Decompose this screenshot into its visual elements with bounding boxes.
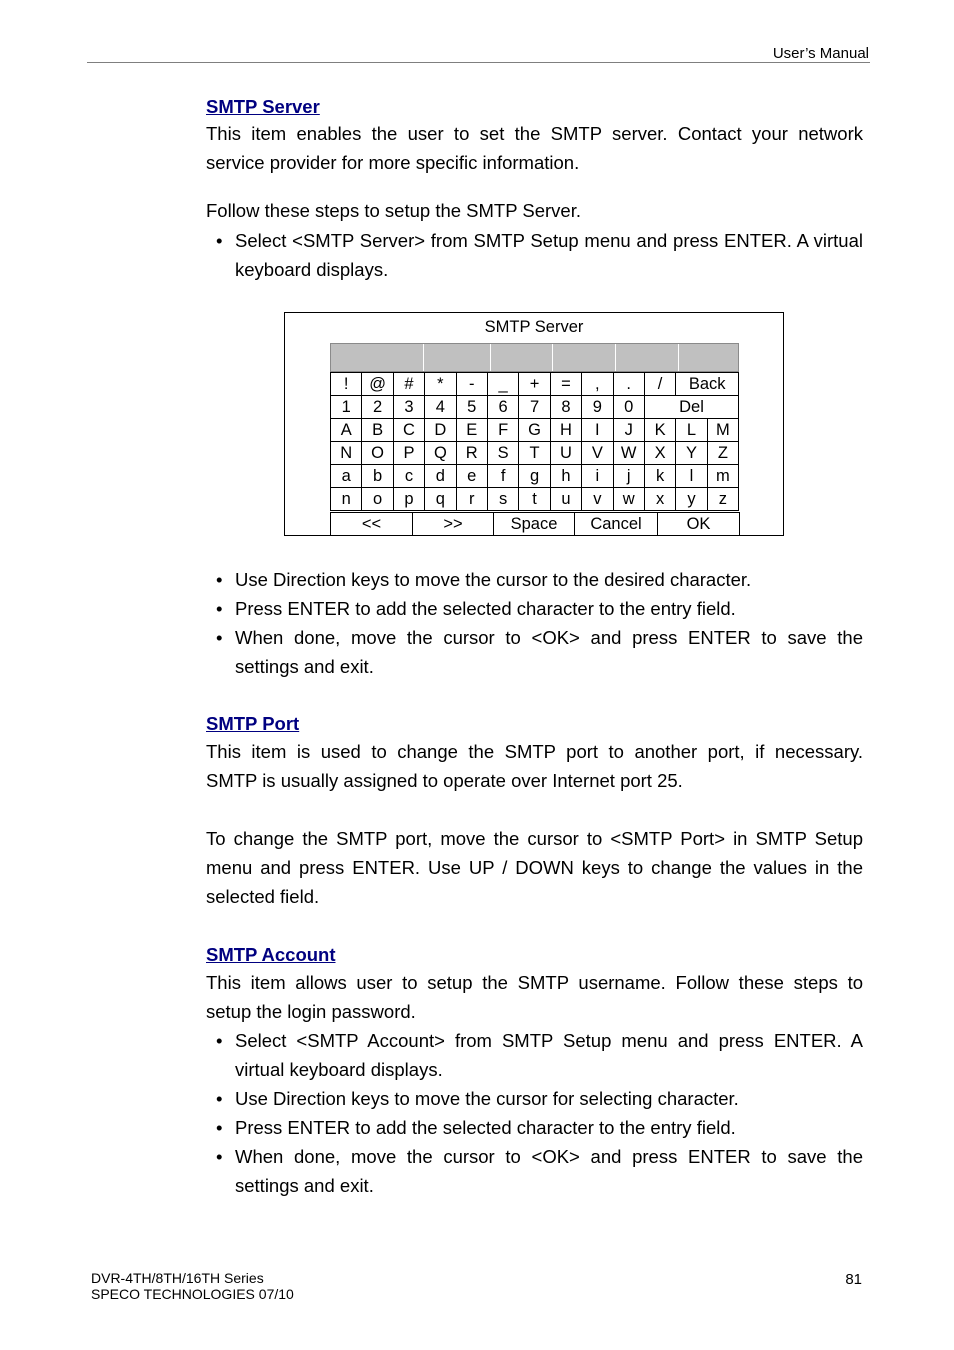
keyboard-key: 5 (456, 396, 487, 419)
keyboard-key: # (393, 373, 424, 396)
keyboard-key: v (582, 488, 613, 511)
keyboard-key: c (393, 465, 424, 488)
keyboard-key: i (582, 465, 613, 488)
keyboard-key: j (613, 465, 644, 488)
keyboard-key: D (425, 419, 456, 442)
keyboard-key: R (456, 442, 487, 465)
keyboard-key: W (613, 442, 644, 465)
keyboard-key: w (613, 488, 644, 511)
keyboard-key: 9 (582, 396, 613, 419)
keyboard-key: L (676, 419, 707, 442)
keyboard-key: . (613, 373, 644, 396)
keyboard-key: z (707, 488, 738, 511)
keyboard-key: S (487, 442, 518, 465)
keyboard-key: I (582, 419, 613, 442)
keyboard-key: y (676, 488, 707, 511)
keyboard-key: P (393, 442, 424, 465)
para-line: selected field. (206, 886, 320, 907)
keyboard-key: X (644, 442, 675, 465)
keyboard-key: M (707, 419, 738, 442)
keyboard-key: Z (707, 442, 738, 465)
smtp-server-heading: SMTP Server (206, 96, 320, 117)
keyboard-key: t (519, 488, 550, 511)
keyboard-key: h (550, 465, 581, 488)
keyboard-key: f (487, 465, 518, 488)
keyboard-key: Y (676, 442, 707, 465)
keyboard-key: a (331, 465, 362, 488)
list-item (206, 226, 863, 284)
keyboard-key: , (582, 373, 613, 396)
keyboard-key: K (644, 419, 675, 442)
keyboard-key: T (519, 442, 550, 465)
keyboard-key: V (582, 442, 613, 465)
keyboard-key: ! (331, 373, 362, 396)
smtp-port-para-1 (206, 737, 863, 795)
bullet-icon: • (216, 1088, 223, 1109)
header-divider (87, 62, 870, 63)
keyboard-key: o (362, 488, 393, 511)
list-item (206, 623, 863, 681)
keyboard-key: n (331, 488, 362, 511)
keyboard-key: m (707, 465, 738, 488)
smtp-account-heading-block (206, 940, 863, 969)
smtp-account-heading: SMTP Account (206, 944, 336, 965)
smtp-account-bullet-list (206, 1026, 863, 1200)
footer-series: DVR-4TH/8TH/16TH Series (91, 1270, 264, 1286)
smtp-server-bullet-list-1 (206, 226, 863, 284)
list-item-text: Select <SMTP Server> from SMTP Setup menu and press ENTER. A virtual keyboard displays. (235, 230, 863, 280)
list-item-text: Select <SMTP Account> from SMTP Setup menu and press ENTER. A virtual keyboard displays. (235, 1030, 863, 1080)
smtp-server-intro (206, 119, 863, 177)
keyboard-key: C (393, 419, 424, 442)
keyboard-key: 8 (550, 396, 581, 419)
keyboard-key: E (456, 419, 487, 442)
para-line: SMTP is usually assigned to operate over Internet port 25. (206, 770, 683, 791)
manual-title: User’s Manual (772, 45, 869, 62)
para-line: This item is used to change the SMTP port to another port, if necessary. (206, 741, 863, 762)
keyboard-key: l (676, 465, 707, 488)
keyboard-key: / (644, 373, 675, 396)
list-item (206, 565, 863, 594)
keyboard-key: - (456, 373, 487, 396)
list-item-text: When done, move the cursor to <OK> and press ENTER to save the settings and exit. (235, 627, 863, 677)
keyboard-key: 7 (519, 396, 550, 419)
keyboard-key: s (487, 488, 518, 511)
smtp-server-heading-block (206, 92, 863, 121)
keyboard-key: 1 (331, 396, 362, 419)
keyboard-row (331, 419, 739, 442)
keyboard-key: u (550, 488, 581, 511)
key-next: >> (413, 513, 494, 536)
para-line: This item allows user to setup the SMTP username. Follow these steps to (206, 972, 863, 993)
keyboard-key: B (362, 419, 393, 442)
keyboard-key: _ (487, 373, 518, 396)
smtp-port-heading-block (206, 709, 863, 738)
smtp-account-para (206, 968, 863, 1026)
keyboard-key: 3 (393, 396, 424, 419)
keyboard-key: N (331, 442, 362, 465)
keyboard-key: F (487, 419, 518, 442)
keyboard-key: p (393, 488, 424, 511)
bullet-icon: • (216, 1030, 223, 1051)
keyboard-row (331, 396, 739, 419)
page-footer-left (91, 1270, 294, 1302)
keyboard-key: 4 (425, 396, 456, 419)
keyboard-entry-field (330, 343, 739, 372)
key-cancel: Cancel (575, 513, 658, 536)
list-item (206, 1084, 863, 1113)
keyboard-key: H (550, 419, 581, 442)
keyboard-key: U (550, 442, 581, 465)
keyboard-key: * (425, 373, 456, 396)
keyboard-key: 0 (613, 396, 644, 419)
list-item (206, 1113, 863, 1142)
smtp-server-bullet-list-2 (206, 565, 863, 681)
keyboard-row (331, 442, 739, 465)
keyboard-key: O (362, 442, 393, 465)
para-line: This item enables the user to set the SMTP server. Contact your network (206, 123, 863, 144)
bullet-icon: • (216, 598, 223, 619)
bullet-icon: • (216, 1117, 223, 1138)
keyboard-key-grid (330, 372, 739, 511)
keyboard-title: SMTP Server (484, 318, 584, 336)
bullet-icon: • (216, 1146, 223, 1167)
list-item (206, 1026, 863, 1084)
list-item-text: Use Direction keys to move the cursor for selecting character. (235, 1088, 739, 1109)
keyboard-key: Q (425, 442, 456, 465)
bullet-icon: • (216, 627, 223, 648)
keyboard-row (331, 488, 739, 511)
para-line: service provider for more specific information. (206, 152, 580, 173)
para-line: menu and press ENTER. Use UP / DOWN keys to change the values in the (206, 857, 863, 878)
keyboard-key: e (456, 465, 487, 488)
key-ok: OK (658, 513, 740, 536)
footer-company: SPECO TECHNOLOGIES 07/10 (91, 1286, 294, 1302)
keyboard-key: = (550, 373, 581, 396)
keyboard-key: d (425, 465, 456, 488)
page-number: 81 (845, 1271, 862, 1288)
virtual-keyboard-figure (284, 312, 784, 536)
keyboard-action-row (330, 512, 740, 536)
list-item-text: Use Direction keys to move the cursor to the desired character. (235, 569, 752, 590)
keyboard-key: r (456, 488, 487, 511)
keyboard-key: g (519, 465, 550, 488)
keyboard-key: k (644, 465, 675, 488)
keyboard-key: 6 (487, 396, 518, 419)
keyboard-key: b (362, 465, 393, 488)
list-item-text: Press ENTER to add the selected character to the entry field. (235, 1117, 736, 1138)
bullet-icon: • (216, 569, 223, 590)
keyboard-key: G (519, 419, 550, 442)
keyboard-key: x (644, 488, 675, 511)
list-item-text: When done, move the cursor to <OK> and press ENTER to save the settings and exit. (235, 1146, 863, 1196)
keyboard-key: Back (676, 373, 739, 396)
key-space: Space (494, 513, 575, 536)
para-line: To change the SMTP port, move the cursor to <SMTP Port> in SMTP Setup (206, 828, 863, 849)
bullet-icon: • (216, 230, 223, 251)
keyboard-key: A (331, 419, 362, 442)
list-item (206, 1142, 863, 1200)
list-item-text: Press ENTER to add the selected character to the entry field. (235, 598, 736, 619)
list-item (206, 594, 863, 623)
keyboard-key: Del (644, 396, 738, 419)
keyboard-row (331, 465, 739, 488)
keyboard-key: @ (362, 373, 393, 396)
smtp-port-para-2 (206, 824, 863, 911)
keyboard-key: q (425, 488, 456, 511)
para-line: setup the login password. (206, 1001, 416, 1022)
key-prev: << (331, 513, 413, 536)
keyboard-key: J (613, 419, 644, 442)
keyboard-key: 2 (362, 396, 393, 419)
keyboard-row (331, 373, 739, 396)
smtp-port-heading: SMTP Port (206, 713, 300, 734)
smtp-server-steps-intro: Follow these steps to setup the SMTP Server. (206, 200, 581, 221)
keyboard-key: + (519, 373, 550, 396)
